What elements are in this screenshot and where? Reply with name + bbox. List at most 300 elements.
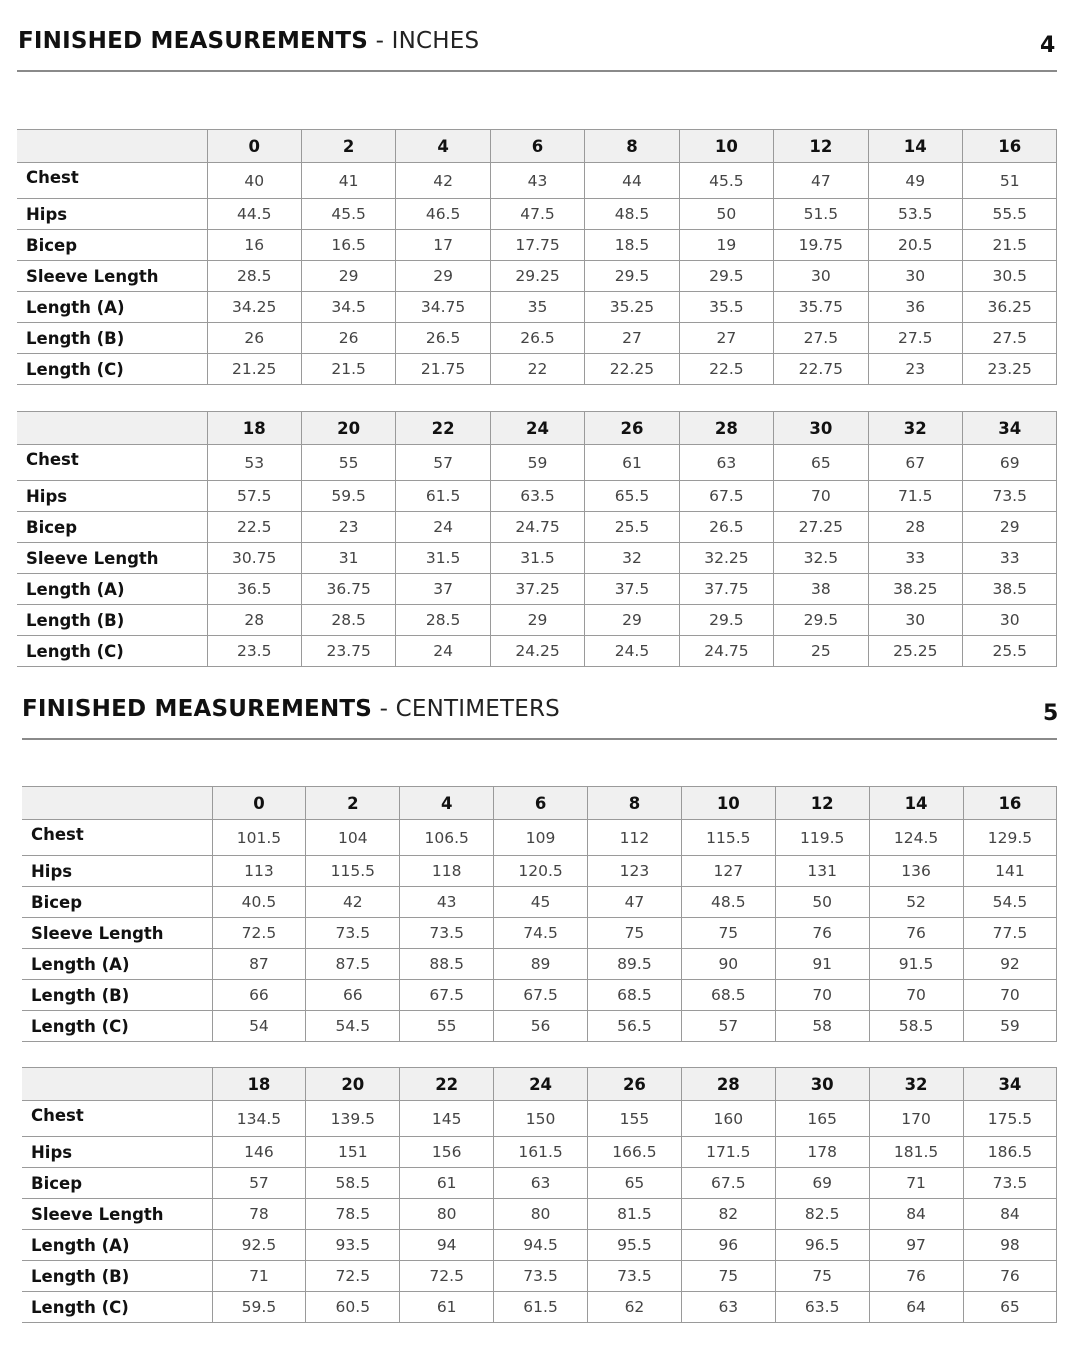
measurement-cell: 28.5 bbox=[207, 261, 301, 292]
measurement-cell: 58.5 bbox=[306, 1168, 400, 1199]
measurement-cell: 41 bbox=[301, 163, 395, 199]
measurement-cell: 96 bbox=[681, 1230, 775, 1261]
measurement-cell: 30 bbox=[963, 605, 1057, 636]
size-header: 2 bbox=[301, 130, 395, 163]
table-row bbox=[22, 820, 1057, 856]
measurement-cell: 57 bbox=[212, 1168, 306, 1199]
table-row bbox=[17, 636, 1057, 667]
row-label: Length (B) bbox=[22, 980, 212, 1011]
size-header: 26 bbox=[588, 1068, 682, 1101]
size-header: 28 bbox=[681, 1068, 775, 1101]
row-label: Bicep bbox=[17, 230, 207, 261]
table-row bbox=[17, 292, 1057, 323]
measurement-cell: 55 bbox=[301, 445, 395, 481]
measurement-cell: 35 bbox=[490, 292, 584, 323]
measurement-cell: 101.5 bbox=[212, 820, 306, 856]
row-label: Hips bbox=[22, 1137, 212, 1168]
measurement-cell: 27 bbox=[679, 323, 773, 354]
row-label: Length (C) bbox=[22, 1292, 212, 1323]
table-row bbox=[17, 261, 1057, 292]
measurement-cell: 91 bbox=[775, 949, 869, 980]
measurement-cell: 124.5 bbox=[869, 820, 963, 856]
section-title-bold: FINISHED MEASUREMENTS bbox=[22, 696, 373, 722]
measurement-cell: 136 bbox=[869, 856, 963, 887]
row-label: Sleeve Length bbox=[22, 1199, 212, 1230]
row-label: Bicep bbox=[17, 512, 207, 543]
header-corner-cell bbox=[17, 412, 207, 445]
row-label: Bicep bbox=[22, 887, 212, 918]
measurement-cell: 31.5 bbox=[490, 543, 584, 574]
size-header-row bbox=[22, 1068, 1057, 1101]
measurement-cell: 22.25 bbox=[585, 354, 679, 385]
measurement-cell: 38.5 bbox=[963, 574, 1057, 605]
size-header: 12 bbox=[774, 130, 868, 163]
measurement-cell: 73.5 bbox=[494, 1261, 588, 1292]
size-header: 24 bbox=[490, 412, 584, 445]
measurement-cell: 72.5 bbox=[306, 1261, 400, 1292]
measurement-cell: 16 bbox=[207, 230, 301, 261]
measurement-cell: 98 bbox=[963, 1230, 1057, 1261]
measurement-cell: 80 bbox=[400, 1199, 494, 1230]
measurement-cell: 76 bbox=[775, 918, 869, 949]
measurement-cell: 23.5 bbox=[207, 636, 301, 667]
measurement-cell: 27.5 bbox=[868, 323, 962, 354]
measurement-cell: 104 bbox=[306, 820, 400, 856]
measurement-cell: 141 bbox=[963, 856, 1057, 887]
measurement-cell: 89.5 bbox=[588, 949, 682, 980]
measurement-cell: 28 bbox=[868, 512, 962, 543]
measurement-cell: 53 bbox=[207, 445, 301, 481]
measurement-cell: 56.5 bbox=[588, 1011, 682, 1042]
measurement-cell: 87 bbox=[212, 949, 306, 980]
measurement-cell: 134.5 bbox=[212, 1101, 306, 1137]
measurement-cell: 63.5 bbox=[490, 481, 584, 512]
measurement-cell: 96.5 bbox=[775, 1230, 869, 1261]
measurement-cell: 106.5 bbox=[400, 820, 494, 856]
measurement-cell: 38 bbox=[774, 574, 868, 605]
size-header: 30 bbox=[775, 1068, 869, 1101]
measurement-cell: 68.5 bbox=[681, 980, 775, 1011]
measurement-cell: 75 bbox=[588, 918, 682, 949]
measurement-cell: 80 bbox=[494, 1199, 588, 1230]
page-number: 4 bbox=[1040, 33, 1056, 58]
size-header: 8 bbox=[585, 130, 679, 163]
table-row bbox=[22, 1101, 1057, 1137]
measurement-cell: 58 bbox=[775, 1011, 869, 1042]
measurement-cell: 70 bbox=[774, 481, 868, 512]
size-header: 4 bbox=[396, 130, 490, 163]
measurement-cell: 156 bbox=[400, 1137, 494, 1168]
row-label: Length (B) bbox=[22, 1261, 212, 1292]
measurement-cell: 165 bbox=[775, 1101, 869, 1137]
row-label: Hips bbox=[17, 481, 207, 512]
measurement-cell: 150 bbox=[494, 1101, 588, 1137]
size-header: 0 bbox=[212, 787, 306, 820]
size-header: 26 bbox=[585, 412, 679, 445]
row-label: Length (B) bbox=[17, 323, 207, 354]
size-header: 16 bbox=[963, 130, 1057, 163]
measurement-cell: 37.75 bbox=[679, 574, 773, 605]
table-row bbox=[17, 605, 1057, 636]
measurement-cell: 26 bbox=[207, 323, 301, 354]
measurement-cell: 62 bbox=[588, 1292, 682, 1323]
measurement-cell: 109 bbox=[494, 820, 588, 856]
measurement-cell: 71.5 bbox=[868, 481, 962, 512]
size-header: 2 bbox=[306, 787, 400, 820]
measurement-cell: 47.5 bbox=[490, 199, 584, 230]
measurement-cell: 21.75 bbox=[396, 354, 490, 385]
measurement-cell: 71 bbox=[212, 1261, 306, 1292]
measurements-table-inches-1 bbox=[17, 129, 1057, 385]
measurement-cell: 120.5 bbox=[494, 856, 588, 887]
measurement-cell: 73.5 bbox=[963, 1168, 1057, 1199]
row-label: Sleeve Length bbox=[17, 261, 207, 292]
row-label: Length (A) bbox=[22, 949, 212, 980]
measurement-cell: 59.5 bbox=[301, 481, 395, 512]
measurement-cell: 32.25 bbox=[679, 543, 773, 574]
measurement-cell: 70 bbox=[869, 980, 963, 1011]
table-row bbox=[17, 512, 1057, 543]
measurement-cell: 95.5 bbox=[588, 1230, 682, 1261]
measurement-cell: 175.5 bbox=[963, 1101, 1057, 1137]
measurement-cell: 70 bbox=[775, 980, 869, 1011]
measurement-cell: 171.5 bbox=[681, 1137, 775, 1168]
measurement-cell: 123 bbox=[588, 856, 682, 887]
table-row bbox=[22, 1137, 1057, 1168]
measurement-cell: 84 bbox=[963, 1199, 1057, 1230]
measurement-cell: 181.5 bbox=[869, 1137, 963, 1168]
measurement-cell: 76 bbox=[869, 1261, 963, 1292]
measurement-cell: 22 bbox=[490, 354, 584, 385]
size-header: 34 bbox=[963, 412, 1057, 445]
measurement-cell: 26.5 bbox=[490, 323, 584, 354]
measurement-cell: 59.5 bbox=[212, 1292, 306, 1323]
measurement-cell: 61 bbox=[585, 445, 679, 481]
measurement-cell: 81.5 bbox=[588, 1199, 682, 1230]
measurement-cell: 73.5 bbox=[400, 918, 494, 949]
measurement-cell: 48.5 bbox=[681, 887, 775, 918]
measurement-cell: 45 bbox=[494, 887, 588, 918]
measurement-cell: 73.5 bbox=[963, 481, 1057, 512]
measurement-cell: 17.75 bbox=[490, 230, 584, 261]
measurement-cell: 25.5 bbox=[585, 512, 679, 543]
measurement-cell: 27.25 bbox=[774, 512, 868, 543]
measurement-cell: 78 bbox=[212, 1199, 306, 1230]
measurement-cell: 21.25 bbox=[207, 354, 301, 385]
section-title-centimeters bbox=[22, 696, 560, 722]
measurement-cell: 30 bbox=[868, 261, 962, 292]
header-corner-cell bbox=[22, 787, 212, 820]
measurement-cell: 30.75 bbox=[207, 543, 301, 574]
measurement-cell: 131 bbox=[775, 856, 869, 887]
measurement-cell: 67.5 bbox=[681, 1168, 775, 1199]
measurement-cell: 50 bbox=[775, 887, 869, 918]
size-header: 6 bbox=[494, 787, 588, 820]
size-header: 18 bbox=[207, 412, 301, 445]
measurement-cell: 57 bbox=[396, 445, 490, 481]
header-corner-cell bbox=[22, 1068, 212, 1101]
table-row bbox=[22, 887, 1057, 918]
measurement-cell: 73.5 bbox=[588, 1261, 682, 1292]
measurement-cell: 64 bbox=[869, 1292, 963, 1323]
measurement-cell: 94.5 bbox=[494, 1230, 588, 1261]
measurement-cell: 30 bbox=[774, 261, 868, 292]
size-header: 14 bbox=[868, 130, 962, 163]
measurement-cell: 43 bbox=[400, 887, 494, 918]
measurement-cell: 66 bbox=[306, 980, 400, 1011]
measurement-cell: 186.5 bbox=[963, 1137, 1057, 1168]
measurement-cell: 127 bbox=[681, 856, 775, 887]
measurement-cell: 60.5 bbox=[306, 1292, 400, 1323]
measurement-cell: 27 bbox=[585, 323, 679, 354]
measurement-cell: 84 bbox=[869, 1199, 963, 1230]
measurement-cell: 36.75 bbox=[301, 574, 395, 605]
measurement-cell: 26 bbox=[301, 323, 395, 354]
measurement-cell: 82 bbox=[681, 1199, 775, 1230]
measurement-cell: 35.75 bbox=[774, 292, 868, 323]
measurement-cell: 58.5 bbox=[869, 1011, 963, 1042]
measurement-cell: 27.5 bbox=[963, 323, 1057, 354]
measurement-cell: 54.5 bbox=[306, 1011, 400, 1042]
measurement-cell: 89 bbox=[494, 949, 588, 980]
size-header: 12 bbox=[775, 787, 869, 820]
measurement-cell: 23 bbox=[868, 354, 962, 385]
measurement-cell: 26.5 bbox=[679, 512, 773, 543]
row-label: Length (A) bbox=[17, 292, 207, 323]
measurement-cell: 31 bbox=[301, 543, 395, 574]
row-label: Hips bbox=[17, 199, 207, 230]
measurement-cell: 24.25 bbox=[490, 636, 584, 667]
measurement-cell: 145 bbox=[400, 1101, 494, 1137]
table-row bbox=[17, 543, 1057, 574]
measurement-cell: 59 bbox=[963, 1011, 1057, 1042]
measurement-cell: 161.5 bbox=[494, 1137, 588, 1168]
measurements-table-cm-2 bbox=[22, 1067, 1057, 1323]
measurement-cell: 68.5 bbox=[588, 980, 682, 1011]
measurement-cell: 97 bbox=[869, 1230, 963, 1261]
measurement-cell: 72.5 bbox=[212, 918, 306, 949]
size-header: 18 bbox=[212, 1068, 306, 1101]
measurement-cell: 19 bbox=[679, 230, 773, 261]
measurement-cell: 24.5 bbox=[585, 636, 679, 667]
row-label: Length (B) bbox=[17, 605, 207, 636]
size-header: 10 bbox=[679, 130, 773, 163]
measurement-cell: 59 bbox=[490, 445, 584, 481]
measurement-cell: 35.25 bbox=[585, 292, 679, 323]
measurement-cell: 87.5 bbox=[306, 949, 400, 980]
measurement-cell: 44.5 bbox=[207, 199, 301, 230]
table-row bbox=[17, 445, 1057, 481]
measurement-cell: 37.5 bbox=[585, 574, 679, 605]
measurement-cell: 119.5 bbox=[775, 820, 869, 856]
measurement-cell: 61 bbox=[400, 1292, 494, 1323]
measurement-cell: 29.5 bbox=[585, 261, 679, 292]
row-label: Chest bbox=[17, 163, 207, 199]
size-header: 34 bbox=[963, 1068, 1057, 1101]
measurement-cell: 16.5 bbox=[301, 230, 395, 261]
measurement-cell: 29.5 bbox=[679, 261, 773, 292]
measurement-cell: 21.5 bbox=[301, 354, 395, 385]
row-label: Chest bbox=[22, 1101, 212, 1137]
measurement-cell: 74.5 bbox=[494, 918, 588, 949]
size-header: 10 bbox=[681, 787, 775, 820]
measurement-cell: 21.5 bbox=[963, 230, 1057, 261]
measurement-cell: 37 bbox=[396, 574, 490, 605]
measurement-cell: 118 bbox=[400, 856, 494, 887]
measurement-cell: 20.5 bbox=[868, 230, 962, 261]
size-header: 20 bbox=[301, 412, 395, 445]
measurement-cell: 24.75 bbox=[490, 512, 584, 543]
row-label: Length (A) bbox=[17, 574, 207, 605]
measurement-cell: 38.25 bbox=[868, 574, 962, 605]
measurement-cell: 93.5 bbox=[306, 1230, 400, 1261]
measurement-cell: 63 bbox=[679, 445, 773, 481]
measurement-cell: 30 bbox=[868, 605, 962, 636]
table-row bbox=[22, 856, 1057, 887]
measurement-cell: 36.5 bbox=[207, 574, 301, 605]
table-row bbox=[22, 980, 1057, 1011]
measurement-cell: 69 bbox=[775, 1168, 869, 1199]
measurement-cell: 160 bbox=[681, 1101, 775, 1137]
section-divider bbox=[22, 738, 1057, 740]
measurement-cell: 112 bbox=[588, 820, 682, 856]
size-header: 24 bbox=[494, 1068, 588, 1101]
row-label: Sleeve Length bbox=[17, 543, 207, 574]
measurement-cell: 47 bbox=[588, 887, 682, 918]
table-row bbox=[17, 199, 1057, 230]
measurement-cell: 25.25 bbox=[868, 636, 962, 667]
size-header: 22 bbox=[400, 1068, 494, 1101]
measurement-cell: 34.75 bbox=[396, 292, 490, 323]
measurement-cell: 29.25 bbox=[490, 261, 584, 292]
measurement-cell: 42 bbox=[396, 163, 490, 199]
size-header-row bbox=[17, 130, 1057, 163]
size-header: 22 bbox=[396, 412, 490, 445]
measurement-cell: 23.25 bbox=[963, 354, 1057, 385]
measurement-cell: 23 bbox=[301, 512, 395, 543]
measurement-cell: 91.5 bbox=[869, 949, 963, 980]
table-row bbox=[17, 230, 1057, 261]
row-label: Bicep bbox=[22, 1168, 212, 1199]
size-header-row bbox=[22, 787, 1057, 820]
measurement-cell: 28 bbox=[207, 605, 301, 636]
measurement-cell: 40 bbox=[207, 163, 301, 199]
measurement-cell: 36 bbox=[868, 292, 962, 323]
measurement-cell: 61.5 bbox=[494, 1292, 588, 1323]
measurement-cell: 178 bbox=[775, 1137, 869, 1168]
measurement-cell: 24 bbox=[396, 512, 490, 543]
measurement-cell: 76 bbox=[869, 918, 963, 949]
size-header: 0 bbox=[207, 130, 301, 163]
measurement-cell: 69 bbox=[963, 445, 1057, 481]
measurement-cell: 65 bbox=[963, 1292, 1057, 1323]
size-header: 32 bbox=[868, 412, 962, 445]
measurement-cell: 77.5 bbox=[963, 918, 1057, 949]
table-row bbox=[22, 949, 1057, 980]
measurement-cell: 33 bbox=[963, 543, 1057, 574]
measurement-cell: 51 bbox=[963, 163, 1057, 199]
section-title-unit: - INCHES bbox=[368, 28, 480, 54]
size-header: 6 bbox=[490, 130, 584, 163]
row-label: Length (C) bbox=[22, 1011, 212, 1042]
measurement-cell: 34.5 bbox=[301, 292, 395, 323]
measurement-cell: 65 bbox=[588, 1168, 682, 1199]
measurement-cell: 29 bbox=[490, 605, 584, 636]
measurement-cell: 92.5 bbox=[212, 1230, 306, 1261]
measurement-cell: 63 bbox=[681, 1292, 775, 1323]
table-row bbox=[17, 574, 1057, 605]
size-header: 16 bbox=[963, 787, 1057, 820]
measurement-cell: 82.5 bbox=[775, 1199, 869, 1230]
size-header: 30 bbox=[774, 412, 868, 445]
measurement-cell: 19.75 bbox=[774, 230, 868, 261]
page-number: 5 bbox=[1043, 701, 1059, 726]
measurement-cell: 56 bbox=[494, 1011, 588, 1042]
measurement-cell: 33 bbox=[868, 543, 962, 574]
table-row bbox=[17, 163, 1057, 199]
measurement-cell: 28.5 bbox=[396, 605, 490, 636]
measurement-cell: 29 bbox=[396, 261, 490, 292]
row-label: Hips bbox=[22, 856, 212, 887]
row-label: Length (C) bbox=[17, 636, 207, 667]
size-header: 4 bbox=[400, 787, 494, 820]
measurement-cell: 31.5 bbox=[396, 543, 490, 574]
row-label: Sleeve Length bbox=[22, 918, 212, 949]
measurement-cell: 42 bbox=[306, 887, 400, 918]
row-label: Length (A) bbox=[22, 1230, 212, 1261]
measurement-cell: 73.5 bbox=[306, 918, 400, 949]
measurement-cell: 155 bbox=[588, 1101, 682, 1137]
measurement-cell: 47 bbox=[774, 163, 868, 199]
measurement-cell: 29.5 bbox=[679, 605, 773, 636]
measurement-cell: 139.5 bbox=[306, 1101, 400, 1137]
measurement-cell: 48.5 bbox=[585, 199, 679, 230]
measurement-cell: 45.5 bbox=[679, 163, 773, 199]
measurement-cell: 54 bbox=[212, 1011, 306, 1042]
measurement-cell: 61.5 bbox=[396, 481, 490, 512]
measurement-cell: 115.5 bbox=[306, 856, 400, 887]
measurement-cell: 29 bbox=[963, 512, 1057, 543]
measurement-cell: 55.5 bbox=[963, 199, 1057, 230]
size-header: 8 bbox=[588, 787, 682, 820]
measurement-cell: 75 bbox=[775, 1261, 869, 1292]
table-row bbox=[22, 918, 1057, 949]
size-header: 28 bbox=[679, 412, 773, 445]
table-row bbox=[17, 354, 1057, 385]
measurement-cell: 54.5 bbox=[963, 887, 1057, 918]
measurement-cell: 46.5 bbox=[396, 199, 490, 230]
section-title-unit: - CENTIMETERS bbox=[372, 696, 560, 722]
measurement-cell: 22.5 bbox=[679, 354, 773, 385]
measurement-cell: 32 bbox=[585, 543, 679, 574]
table-row bbox=[17, 481, 1057, 512]
measurement-cell: 75 bbox=[681, 918, 775, 949]
measurement-cell: 18.5 bbox=[585, 230, 679, 261]
measurement-cell: 22.75 bbox=[774, 354, 868, 385]
measurement-cell: 23.75 bbox=[301, 636, 395, 667]
measurement-cell: 76 bbox=[963, 1261, 1057, 1292]
measurement-cell: 29.5 bbox=[774, 605, 868, 636]
measurement-cell: 65 bbox=[774, 445, 868, 481]
measurement-cell: 44 bbox=[585, 163, 679, 199]
measurement-cell: 113 bbox=[212, 856, 306, 887]
measurement-cell: 34.25 bbox=[207, 292, 301, 323]
measurement-cell: 57 bbox=[681, 1011, 775, 1042]
measurement-cell: 65.5 bbox=[585, 481, 679, 512]
header-corner-cell bbox=[17, 130, 207, 163]
measurement-cell: 72.5 bbox=[400, 1261, 494, 1292]
table-row bbox=[17, 323, 1057, 354]
